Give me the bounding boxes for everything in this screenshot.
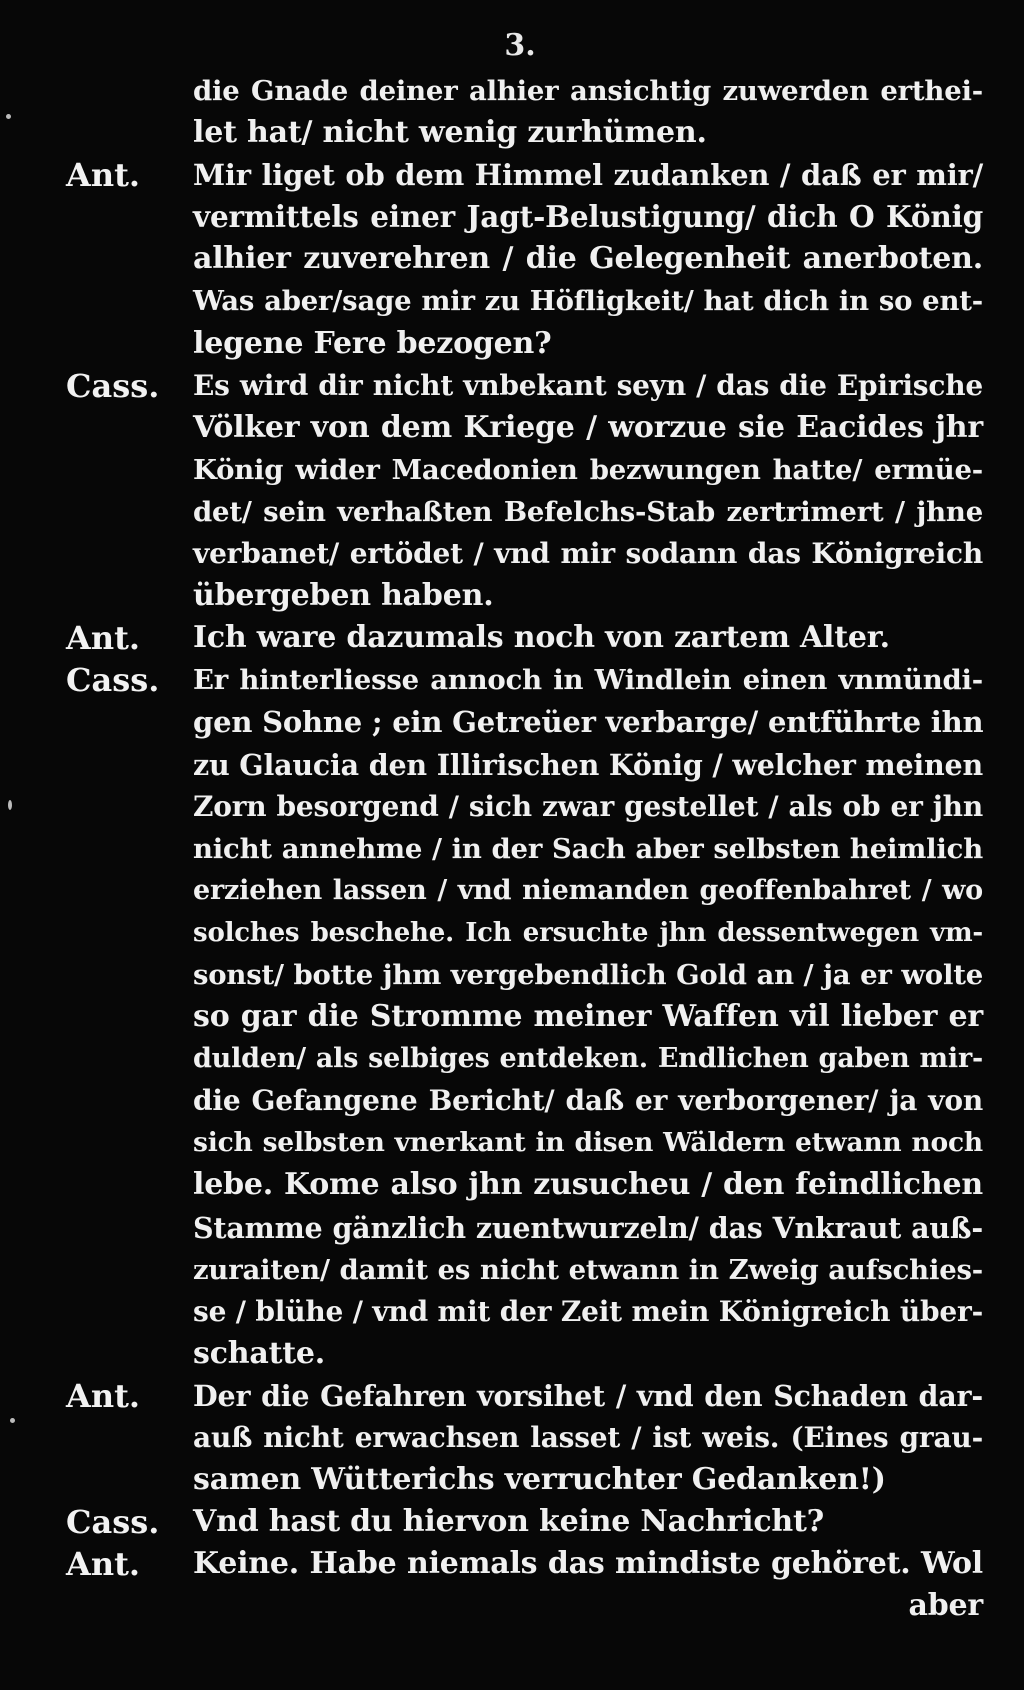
text-line: sich selbsten vnerkant in disen Wäldern etwann noch — [193, 1127, 983, 1159]
text-line: Ich ware dazumals noch von zartem Alter. — [193, 620, 890, 656]
text-line: det/ sein verhaßten Befelchs-Stab zertrimert / jhne — [193, 495, 983, 528]
speech — [0, 1501, 1024, 1543]
text-line: gen Sohne ; ein Getreüer verbarge/ entführte ihn — [193, 705, 984, 740]
speech-lines — [193, 70, 983, 154]
catchword: aber — [908, 1588, 983, 1624]
text-line: let hat/ nicht wenig zurhümen. — [193, 115, 707, 151]
text-line: Mir liget ob dem Himmel zudanken / daß er mir/ — [193, 158, 983, 193]
text-line: dulden/ als selbiges entdeken. Endlichen gaben mir- — [193, 1043, 983, 1075]
text-line: alhier zuverehren / die Gelegenheit anerboten. — [193, 241, 983, 277]
text-line: auß nicht erwachsen lasset / ist weis. (Eines grau- — [193, 1421, 983, 1454]
text-line: zu Glaucia den Illirischen König / welcher meinen — [193, 747, 983, 782]
text-line: verbanet/ ertödet / vnd mir sodann das Königreich — [193, 537, 983, 571]
text-line: schatte. — [193, 1335, 326, 1371]
speech-lines — [193, 617, 983, 659]
speech-continuation — [0, 70, 1024, 154]
speech-lines — [193, 1501, 983, 1543]
text-line: König wider Macedonien bezwungen hatte/ ermüe- — [193, 453, 983, 486]
text-line: Er hinterliesse annoch in Windlein einen vnmündi- — [193, 664, 983, 697]
text-line: legene Fere bezogen? — [193, 325, 552, 361]
speech-lines — [193, 1543, 983, 1627]
text-line: sonst/ botte jhm vergebendlich Gold an / ja er wolte — [193, 958, 983, 991]
text-line: vermittels einer Jagt-Belustigung/ dich O König — [193, 199, 983, 235]
text-line: lebe. Kome also jhn zusucheu / den feindlichen — [193, 1167, 983, 1203]
text-line: Was aber/sage mir zu Höfligkeit/ hat dich in so ent- — [193, 285, 983, 318]
speech — [0, 1375, 1024, 1501]
text-line: Es wird dir nicht vnbekant seyn / das die Epirische — [193, 368, 983, 402]
text-line: Völker von dem Kriege / worzue sie Eacides jhr — [193, 409, 983, 445]
text-line: Vnd hast du hiervon keine Nachricht? — [193, 1504, 825, 1540]
text-line: solches beschehe. Ich ersuchte jhn dessentwegen vm- — [193, 917, 983, 948]
speech-lines — [193, 154, 983, 364]
speaker-label: Cass. — [66, 1503, 160, 1542]
text-line: erziehen lassen / vnd niemanden geoffenbahret / wo — [193, 874, 983, 906]
text-line: se / blühe / vnd mit der Zeit mein Königreich über- — [193, 1294, 983, 1328]
speaker-label: Cass. — [66, 661, 160, 700]
text-line: nicht annehme / in der Sach aber selbsten heimlich — [193, 832, 983, 865]
speech-lines — [193, 1375, 983, 1501]
speech — [0, 365, 1024, 618]
speech — [0, 1543, 1024, 1627]
text-line: Zorn besorgend / sich zwar gestellet / als ob er jhn — [193, 789, 983, 823]
text-line: die Gnade deiner alhier ansichtig zuwerden erthei- — [193, 75, 983, 107]
speaker-label: Ant. — [66, 1545, 141, 1584]
text-line: Der die Gefahren vorsihet / vnd den Schaden dar- — [193, 1378, 983, 1413]
speech-lines — [193, 365, 983, 618]
text-line: übergeben haben. — [193, 578, 494, 614]
text-line: Keine. Habe niemals das mindiste gehöret. Wol — [193, 1546, 983, 1582]
speaker-label: Ant. — [66, 156, 141, 195]
text-line: so gar die Stromme meiner Waffen vil lieber er — [193, 999, 983, 1035]
speech — [0, 617, 1024, 659]
text-line: die Gefangene Bericht/ daß er verborgener/ ja von — [193, 1084, 983, 1118]
speaker-label: Ant. — [66, 619, 141, 658]
text-line: samen Wütterichs verruchter Gedanken!) — [193, 1462, 886, 1498]
speaker-label: Ant. — [66, 1376, 141, 1415]
page-number: 3. — [504, 28, 536, 63]
speech-lines — [193, 659, 983, 1375]
dialogue-text — [0, 70, 1024, 1627]
speech — [0, 659, 1024, 1375]
text-line: zuraiten/ damit es nicht etwann in Zweig aufschies- — [193, 1253, 983, 1286]
text-line: Stamme gänzlich zuentwurzeln/ das Vnkraut auß- — [193, 1210, 983, 1245]
speech — [0, 154, 1024, 364]
speaker-label: Cass. — [66, 366, 160, 405]
